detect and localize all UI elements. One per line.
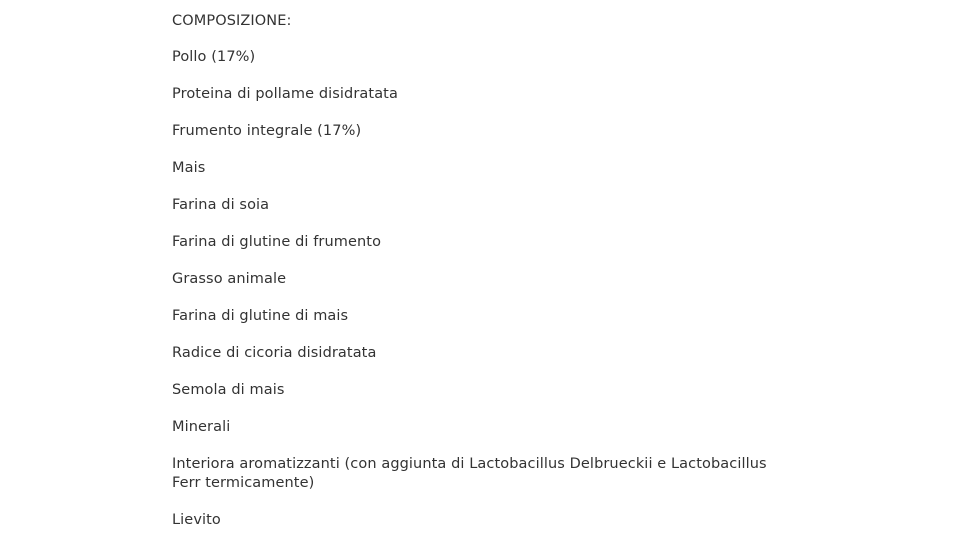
- ingredient-item: Interiora aromatizzanti (con aggiunta di Lactobacillus Delbrueckii e Lactobacillus Ferr termicamente): [172, 456, 767, 491]
- ingredient-item: Farina di glutine di mais: [172, 308, 349, 324]
- ingredient-item: Frumento integrale (17%): [172, 123, 362, 139]
- ingredient-item: Farina di soia: [172, 197, 270, 213]
- ingredient-item: Proteina di pollame disidratata: [172, 86, 398, 102]
- ingredient-item: Minerali: [172, 419, 231, 435]
- composition-heading: COMPOSIZIONE:: [172, 13, 292, 29]
- ingredient-item: Semola di mais: [172, 382, 285, 398]
- ingredient-item: Grasso animale: [172, 271, 287, 287]
- ingredient-item: Lievito: [172, 511, 221, 528]
- ingredient-item: Farina di glutine di frumento: [172, 234, 382, 250]
- ingredient-item: Pollo (17%): [172, 49, 256, 65]
- ingredient-item: Radice di cicoria disidratata: [172, 345, 377, 361]
- ingredient-item: Mais: [172, 160, 206, 176]
- composition-section: [172, 11, 789, 548]
- ingredient-list: [172, 48, 789, 529]
